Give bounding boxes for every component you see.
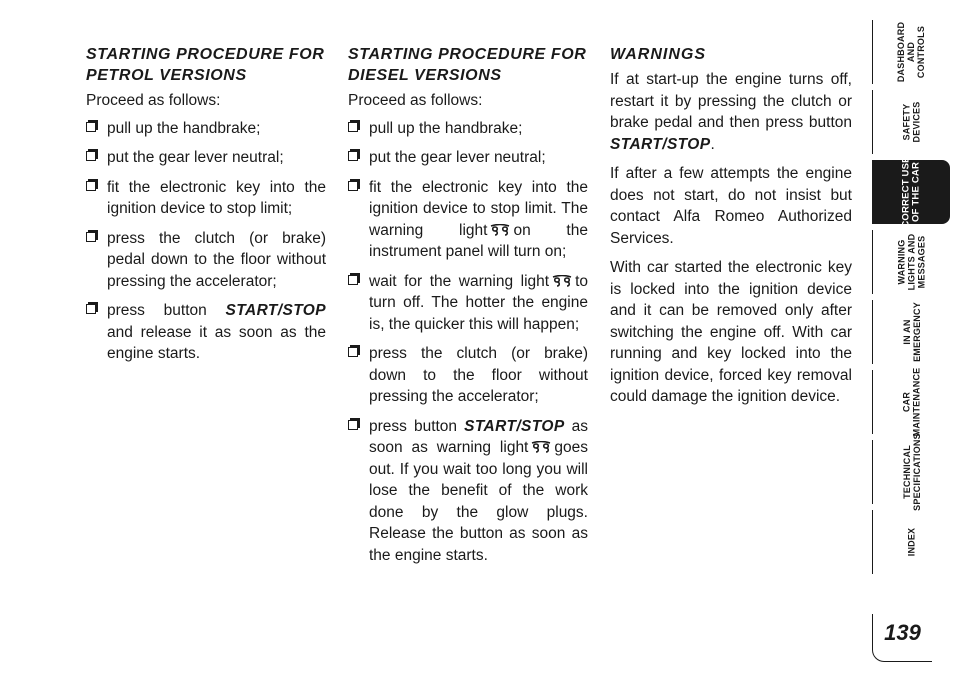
petrol-steps xyxy=(86,118,326,365)
list-item: wait for the warning light to turn off. The hotter the engine is, the quicker this will happen; xyxy=(348,271,588,336)
start-stop-keyword: START/STOP xyxy=(225,302,326,319)
page-number: 139 xyxy=(872,614,932,662)
list-item: press the clutch (or brake) pedal down to the floor without pressing the accelerator; xyxy=(86,228,326,293)
start-stop-keyword: START/STOP xyxy=(610,135,711,153)
checkbox-bullet-icon xyxy=(86,151,96,161)
tab-in-an-emergency[interactable]: IN AN EMERGENCY xyxy=(872,300,950,364)
checkbox-bullet-icon xyxy=(348,347,358,357)
warnings-paragraph: If at start-up the engine turns off, restart it by pressing the clutch or brake pedal and then press button START/STOP. xyxy=(610,71,852,153)
glow-plug-icon xyxy=(490,224,510,237)
checkbox-bullet-icon xyxy=(86,232,96,242)
warnings-section xyxy=(610,44,852,416)
checkbox-bullet-icon xyxy=(348,151,358,161)
checkbox-bullet-icon xyxy=(348,122,358,132)
glow-plug-icon xyxy=(552,275,572,288)
warnings-heading: WARNINGS xyxy=(610,46,706,63)
diesel-steps xyxy=(348,118,588,567)
list-item: fit the electronic key into the ignition device to stop limit. The warning light on the instrument panel will turn on; xyxy=(348,177,588,263)
checkbox-bullet-icon xyxy=(86,181,96,191)
checkbox-bullet-icon xyxy=(348,275,358,285)
petrol-section xyxy=(86,44,326,373)
tab-technical-specifications[interactable]: TECHNICAL SPECIFICATIONS xyxy=(872,440,950,504)
checkbox-bullet-icon xyxy=(86,304,96,314)
petrol-heading: STARTING PROCEDURE FOR PETROL VERSIONS xyxy=(86,46,325,84)
checkbox-bullet-icon xyxy=(348,420,358,430)
diesel-intro: Proceed as follows: xyxy=(348,92,483,109)
checkbox-bullet-icon xyxy=(348,181,358,191)
list-item: press button START/STOP as soon as warning light goes out. If you wait too long you will lose the benefit of the work done by the glow plugs. Release the button as soon as the engine starts. xyxy=(348,416,588,567)
glow-plug-icon xyxy=(531,441,551,454)
diesel-section xyxy=(348,44,588,574)
tab-safety-devices[interactable]: SAFETY DEVICES xyxy=(872,90,950,154)
checkbox-bullet-icon xyxy=(86,122,96,132)
chapter-nav xyxy=(872,0,960,692)
list-item: put the gear lever neutral; xyxy=(348,147,588,169)
tab-car-maintenance[interactable]: CAR MAINTENANCE xyxy=(872,370,950,434)
tab-warning-lights-and-messages[interactable]: WARNING LIGHTS AND MESSAGES xyxy=(872,230,950,294)
list-item: put the gear lever neutral; xyxy=(86,147,326,169)
petrol-intro: Proceed as follows: xyxy=(86,92,221,109)
list-item: press the clutch (or brake) down to the floor without pressing the accelerator; xyxy=(348,343,588,408)
list-item: pull up the handbrake; xyxy=(86,118,326,140)
list-item: fit the electronic key into the ignition device to stop limit; xyxy=(86,177,326,220)
diesel-heading: STARTING PROCEDURE FOR DIESEL VERSIONS xyxy=(348,46,587,84)
list-item: press button START/STOP and release it as soon as the engine starts. xyxy=(86,300,326,365)
warnings-paragraph: With car started the electronic key is locked into the ignition device and it can be removed only after switching the engine off. With car running and key locked into the ignition device, forced key removal could damage the ignition device. xyxy=(610,259,852,405)
start-stop-keyword: START/STOP xyxy=(464,417,565,435)
warnings-paragraph: If after a few attempts the engine does not start, do not insist but contact Alfa Romeo Authorized Services. xyxy=(610,165,852,247)
tab-correct-use-of-the-car[interactable]: CORRECT USE OF THE CAR xyxy=(872,160,950,224)
tab-dashboard-and-controls[interactable]: DASHBOARD AND CONTROLS xyxy=(872,20,950,84)
list-item: pull up the handbrake; xyxy=(348,118,588,140)
tab-index[interactable]: INDEX xyxy=(872,510,950,574)
